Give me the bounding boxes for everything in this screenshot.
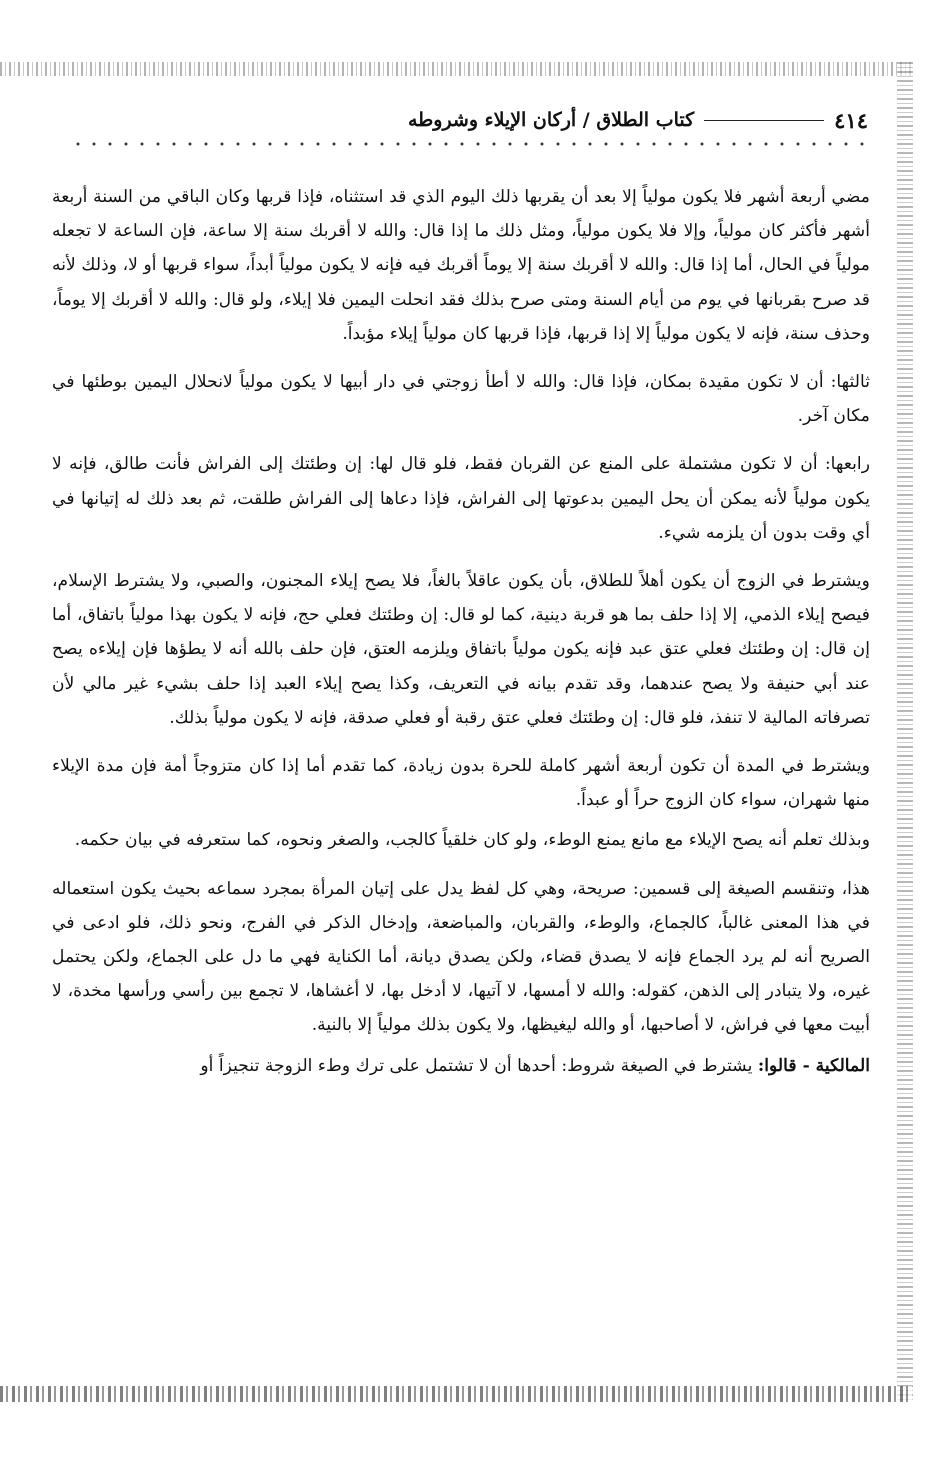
decorative-border-bottom <box>0 1386 912 1402</box>
decorative-border-right <box>897 62 913 1402</box>
paragraph-7: هذا، وتنقسم الصيغة إلى قسمين: صريحة، وهي كل لفظ يدل على إتيان المرأة بمجرد سماعه بحيث يكون استعماله في هذا المعنى غالباً، كالجماع، والوطء، والقربان، والمباضعة، وإدخال الذكر في الفرج، ونحو ذلك، فلو ادعى في الصريح أنه لم يرد الجماع فإنه لا يصدق قضاء، ولكن يصدق ديانة، أما الكناية فهي ما دل على الجماع، ولكن يحتمل غيره، ولا يتبادر إلى الذهن، كقوله: والله لا أمسها، لا آتيها، لا أدخل بها، لا أغشاها، لا تجمع بين رأسي ورأسها مخدة، لا أبيت معها في فراش، لا أصاحبها، أو والله ليغيظها، ولا يكون بذلك مولياً إلا بالنية. <box>52 878 870 1036</box>
paragraph-2: ثالثها: أن لا تكون مقيدة بمكان، فإذا قال: والله لا أطأ زوجتي في دار أبيها لا يكون مولياً لانحلال اليمين بوطئها في مكان آخر. <box>52 372 870 427</box>
paragraph-4: ويشترط في الزوج أن يكون أهلاً للطلاق، بأن يكون عاقلاً بالغاً، فلا يصح إيلاء المجنون، والصبي، ولا يشترط الإسلام، فيصح إيلاء الذمي، إلا إذا حلف بما هو قربة دينية، كما لو قال: إن وطئتك فعلي حج، فإنه لا يكون بهذا مولياً باتفاق، أما إن قال: إن وطئتك فعلي عتق عبد فإنه يكون مولياً باتفاق ويلزمه العتق، فإن حلف بالله أنه لا يطؤها فإن إيلاءه يصح عند أبي حنيفة ولا يصح عندهما، وقد تقدم بيانه في التعريف، وكذا يصح إيلاء العبد إذا حلف بشيء غير مالي لأن تصرفاته المالية لا تنفذ، فلو قال: إن وطئتك فعلي عتق رقبة أو فعلي صدقة، فإنه لا يكون مولياً بذلك. <box>52 571 870 728</box>
paragraph-3: رابعها: أن لا تكون مشتملة على المنع عن القربان فقط، فلو قال لها: إن وطئتك إلى الفراش فأنت طالق، فإنه لا يكون مولياً لأنه يمكن أن يحل اليمين بدعوتها إلى الفراش، فإذا دعاها إلى الفراش طلقت، ثم بعد ذلك له إتيانها في أي وقت بدون أن يلزمه شيء. <box>52 454 870 543</box>
dotted-separator <box>70 138 868 150</box>
paragraph-6: وبذلك تعلم أنه يصح الإيلاء مع مانع يمنع الوطء، ولو كان خلقياً كالجب، والصغر ونحوه، كما ستعرفه في بيان حكمه. <box>74 830 870 851</box>
decorative-border-top <box>0 62 912 76</box>
paragraph-8 <box>52 1049 870 1083</box>
page-header <box>38 100 868 140</box>
page-number: ٤١٤ <box>834 107 868 133</box>
page-body <box>52 180 870 1380</box>
paragraph-1: مضي أربعة أشهر فلا يكون مولياً إلا بعد أن يقربها ذلك اليوم الذي قد استثناه، فإذا قربها وكان الباقي من السنة أربعة أشهر فأكثر كان مولياً، وإلا فلا يكون مولياً، ومثل ذلك ما إذا قال: والله لا أقربك سنة إلا ساعة، فإن الساعة لا تجعله مولياً في الحال، أما إذا قال: والله لا أقربك سنة إلا يوماً أقربك فيه فإنه لا يكون مولياً أبداً، سواء قربها أو لا، وذلك لأنه قد صرح بقربانها في يوم من أيام السنة ومتى صرح بذلك فقد انحلت اليمين فلا إيلاء، ولو قال: والله لا أقربك إلا يوماً، وحذف سنة، فإنه لا يكون مولياً إلا إذا قربها، فإذا قربها كان مولياً إيلاء مؤبداً. <box>52 187 870 344</box>
maliki-lead: المالكية - قالوا: <box>757 1055 870 1076</box>
running-title: كتاب الطلاق / أركان الإيلاء وشروطه <box>407 109 695 131</box>
maliki-text: يشترط في الصيغة شروط: أحدها أن لا تشتمل على ترك وطء الزوجة تنجيزاً أو <box>200 1055 758 1076</box>
header-rule <box>704 120 824 121</box>
paragraph-5: ويشترط في المدة أن تكون أربعة أشهر كاملة للحرة بدون زيادة، كما تقدم أما إذا كان متزوجاً أمة فإن مدة الإيلاء منها شهران، سواء كان الزوج حراً أو عبداً. <box>52 756 870 811</box>
